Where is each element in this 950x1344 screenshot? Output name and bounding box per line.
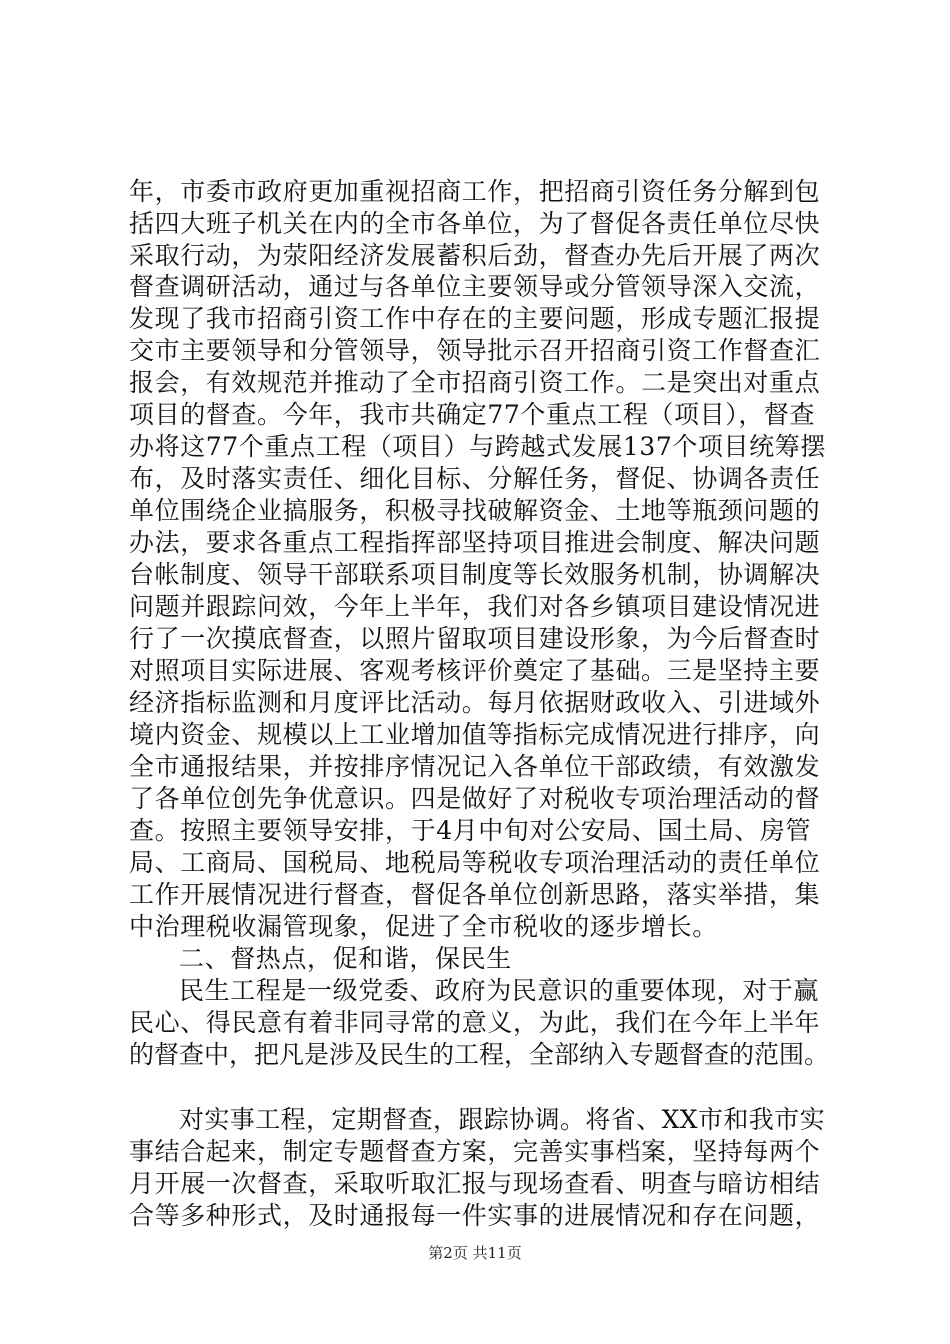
text-line: 对实事工程，定期督查，跟踪协调。将省、XX市和我市实 <box>179 1105 825 1134</box>
text-line: 经济指标监测和月度评比活动。每月依据财政收入、引进域外 <box>129 688 821 717</box>
text-line: 对照项目实际进展、客观考核评价奠定了基础。三是坚持主要 <box>129 656 821 685</box>
text-line: 办将这77个重点工程（项目）与跨越式发展137个项目统筹摆 <box>129 432 826 461</box>
text-line: 查。按照主要领导安排，于4月中旬对公安局、国土局、房管 <box>129 816 812 845</box>
text-line: 行了一次摸底督查，以照片留取项目建设形象，为今后督查时 <box>129 624 821 653</box>
text-line: 交市主要领导和分管领导，领导批示召开招商引资工作督查汇 <box>129 336 821 365</box>
page-footer: 第2页 共11页 <box>428 1244 522 1262</box>
text-line: 单位围绕企业搞服务，积极寻找破解资金、土地等瓶颈问题的 <box>129 496 821 525</box>
text-line: 布，及时落实责任、细化目标、分解任务，督促、协调各责任 <box>129 464 821 493</box>
text-line: 发现了我市招商引资工作中存在的主要问题，形成专题汇报提 <box>129 304 821 333</box>
text-line: 年，市委市政府更加重视招商工作，把招商引资任务分解到包 <box>129 177 821 206</box>
text-line: 报会，有效规范并推动了全市招商引资工作。二是突出对重点 <box>129 368 821 397</box>
text-line: 项目的督查。今年，我市共确定77个重点工程（项目），督查 <box>129 400 816 429</box>
text-line: 采取行动，为荥阳经济发展蓄积后劲，督查办先后开展了两次 <box>129 241 821 270</box>
text-line: 民生工程是一级党委、政府为民意识的重要体现，对于赢 <box>179 976 820 1005</box>
text-line: 问题并跟踪问效，今年上半年，我们对各乡镇项目建设情况进 <box>129 592 821 621</box>
text-line: 台帐制度、领导干部联系项目制度等长效服务机制，协调解决 <box>129 560 821 589</box>
text-line: 工作开展情况进行督查，督促各单位创新思路，落实举措，集 <box>129 880 821 909</box>
text-line: 括四大班子机关在内的全市各单位，为了督促各责任单位尽快 <box>129 209 821 238</box>
text-line: 境内资金、规模以上工业增加值等指标完成情况进行排序，向 <box>129 720 821 749</box>
text-line: 局、工商局、国税局、地税局等税收专项治理活动的责任单位 <box>129 848 821 877</box>
text-line: 事结合起来，制定专题督查方案，完善实事档案，坚持每两个 <box>129 1137 821 1166</box>
section-heading: 二、督热点，促和谐，保民生 <box>179 944 512 973</box>
text-line: 办法，要求各重点工程指挥部坚持项目推进会制度、解决问题 <box>129 528 821 557</box>
text-line: 了各单位创先争优意识。四是做好了对税收专项治理活动的督 <box>129 784 821 813</box>
text-line: 民心、得民意有着非同寻常的意义，为此，我们在今年上半年 <box>129 1008 821 1037</box>
text-line: 督查调研活动，通过与各单位主要领导或分管领导深入交流， <box>129 272 821 301</box>
text-line: 月开展一次督查，采取听取汇报与现场查看、明查与暗访相结 <box>129 1169 821 1198</box>
text-line: 中治理税收漏管现象，促进了全市税收的逐步增长。 <box>129 912 718 941</box>
text-line: 合等多种形式，及时通报每一件实事的进展情况和存在问题， <box>129 1201 821 1230</box>
text-line: 全市通报结果，并按排序情况记入各单位干部政绩，有效激发 <box>129 752 821 781</box>
text-line: 的督查中，把凡是涉及民生的工程，全部纳入专题督查的范围。 <box>129 1040 830 1069</box>
